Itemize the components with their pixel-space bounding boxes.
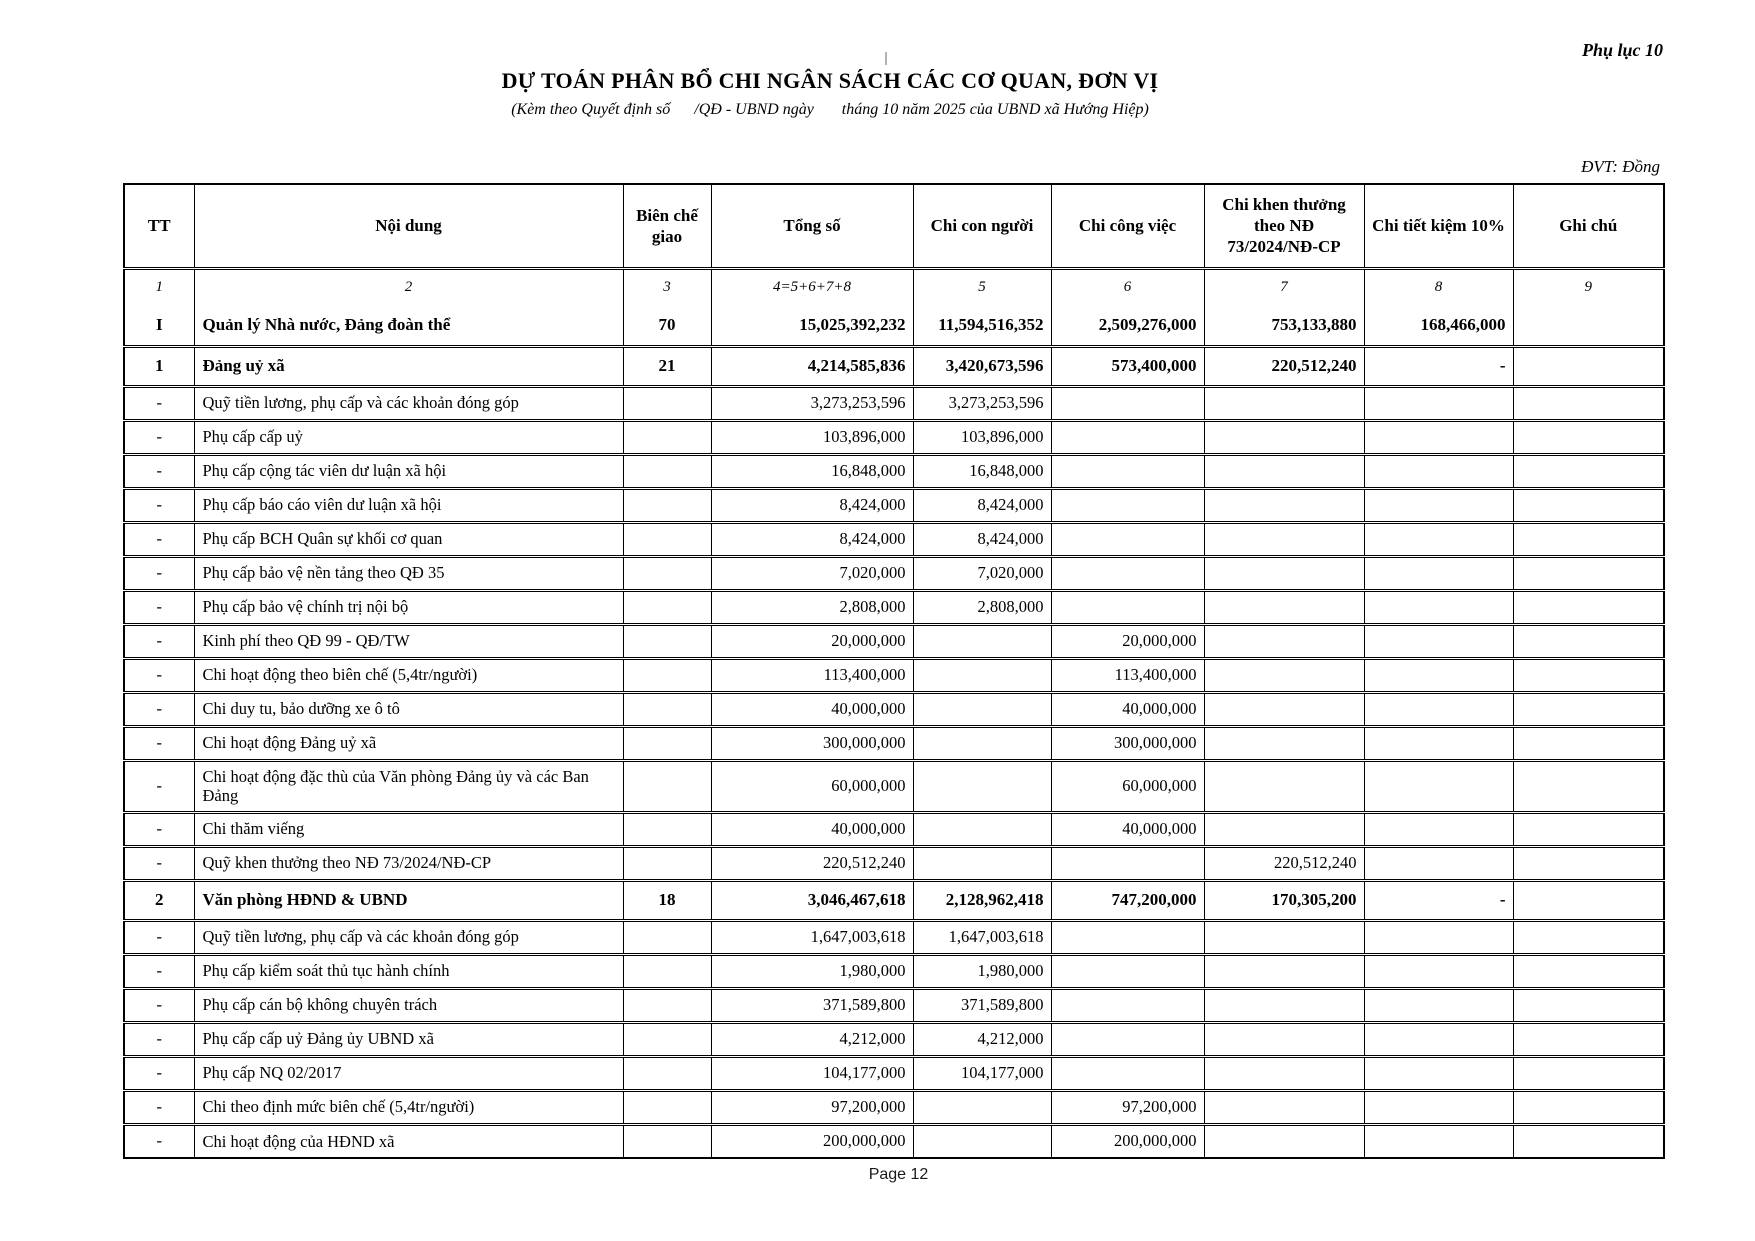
- cell-ghi-chu: [1513, 1090, 1664, 1124]
- cell-chi-khen-thuong: [1204, 420, 1364, 454]
- cell-chi-khen-thuong: [1204, 1124, 1364, 1158]
- cell-chi-cong-viec: [1051, 846, 1204, 880]
- cell-label: Phụ cấp BCH Quân sự khối cơ quan: [194, 522, 623, 556]
- cell-chi-khen-thuong: 220,512,240: [1204, 346, 1364, 386]
- page-subtitle: (Kèm theo Quyết định số /QĐ - UBND ngày tháng 10 năm 2025 của UBND xã Hướng Hiệp): [511, 101, 1149, 118]
- cell-chi-khen-thuong: [1204, 954, 1364, 988]
- cell-ghi-chu: [1513, 590, 1664, 624]
- cell-chi-cong-viec: 40,000,000: [1051, 692, 1204, 726]
- cell-chi-tiet-kiem: [1364, 522, 1513, 556]
- cell-tong-so: 371,589,800: [711, 988, 913, 1022]
- cell-chi-cong-viec: [1051, 386, 1204, 420]
- cell-chi-tiet-kiem: [1364, 988, 1513, 1022]
- cell-bien-che: [623, 658, 711, 692]
- cell-chi-khen-thuong: [1204, 1056, 1364, 1090]
- cell-chi-con-nguoi: 8,424,000: [913, 522, 1051, 556]
- cell-tt: -: [124, 988, 194, 1022]
- cell-bien-che: [623, 1056, 711, 1090]
- cell-tt: -: [124, 454, 194, 488]
- cell-chi-cong-viec: [1051, 488, 1204, 522]
- cell-tt: -: [124, 812, 194, 846]
- cell-tt: -: [124, 1090, 194, 1124]
- cell-chi-tiet-kiem: [1364, 420, 1513, 454]
- table-row: [124, 658, 1664, 692]
- cell-chi-con-nguoi: [913, 658, 1051, 692]
- cell-chi-cong-viec: [1051, 590, 1204, 624]
- cell-chi-tiet-kiem: [1364, 1056, 1513, 1090]
- table-row: [124, 988, 1664, 1022]
- cell-tt: -: [124, 386, 194, 420]
- column-header-chi-cong-viec: Chi công việc: [1051, 184, 1204, 268]
- cell-ghi-chu: [1513, 846, 1664, 880]
- cell-chi-cong-viec: [1051, 556, 1204, 590]
- cell-chi-con-nguoi: 2,128,962,418: [913, 880, 1051, 920]
- cell-label: Phụ cấp kiểm soát thủ tục hành chính: [194, 954, 623, 988]
- cell-chi-con-nguoi: 1,647,003,618: [913, 920, 1051, 954]
- cell-chi-con-nguoi: 8,424,000: [913, 488, 1051, 522]
- cell-label: Chi theo định mức biên chế (5,4tr/người): [194, 1090, 623, 1124]
- cell-bien-che: [623, 1124, 711, 1158]
- cell-chi-con-nguoi: [913, 760, 1051, 812]
- cell-tt: -: [124, 846, 194, 880]
- cell-tong-so: 113,400,000: [711, 658, 913, 692]
- cell-label: Phụ cấp cấp uỷ: [194, 420, 623, 454]
- cell-ghi-chu: [1513, 880, 1664, 920]
- cell-tt: 2: [124, 880, 194, 920]
- cell-bien-che: [623, 1090, 711, 1124]
- column-number: 6: [1051, 268, 1204, 306]
- cell-tong-so: 104,177,000: [711, 1056, 913, 1090]
- table-header-row: [124, 184, 1664, 268]
- cell-ghi-chu: [1513, 1056, 1664, 1090]
- cell-chi-cong-viec: 60,000,000: [1051, 760, 1204, 812]
- cell-bien-che: [623, 590, 711, 624]
- column-header-chi-con-nguoi: Chi con người: [913, 184, 1051, 268]
- cell-chi-con-nguoi: 103,896,000: [913, 420, 1051, 454]
- cell-chi-khen-thuong: [1204, 658, 1364, 692]
- cell-chi-khen-thuong: [1204, 1022, 1364, 1056]
- cell-chi-khen-thuong: [1204, 522, 1364, 556]
- cell-chi-tiet-kiem: [1364, 846, 1513, 880]
- cell-label: Kinh phí theo QĐ 99 - QĐ/TW: [194, 624, 623, 658]
- cell-chi-khen-thuong: [1204, 590, 1364, 624]
- cell-label: Phụ cấp bảo vệ nền tảng theo QĐ 35: [194, 556, 623, 590]
- cell-chi-cong-viec: [1051, 954, 1204, 988]
- cell-tt: -: [124, 420, 194, 454]
- cell-chi-tiet-kiem: [1364, 386, 1513, 420]
- cell-chi-con-nguoi: [913, 1124, 1051, 1158]
- cell-tong-so: 97,200,000: [711, 1090, 913, 1124]
- stray-mark: [885, 52, 887, 65]
- cell-ghi-chu: [1513, 760, 1664, 812]
- cell-tong-so: 60,000,000: [711, 760, 913, 812]
- cell-chi-tiet-kiem: [1364, 1124, 1513, 1158]
- table-row: [124, 454, 1664, 488]
- cell-label: Quản lý Nhà nước, Đảng đoàn thể: [194, 306, 623, 346]
- page-footer: Page 12: [868, 1166, 929, 1183]
- cell-label: Phụ cấp bảo vệ chính trị nội bộ: [194, 590, 623, 624]
- table-row: [124, 306, 1664, 346]
- cell-chi-tiet-kiem: [1364, 658, 1513, 692]
- cell-ghi-chu: [1513, 692, 1664, 726]
- column-number: 4=5+6+7+8: [711, 268, 913, 306]
- appendix-label: Phụ lục 10: [1581, 40, 1663, 60]
- cell-bien-che: 21: [623, 346, 711, 386]
- cell-bien-che: [623, 624, 711, 658]
- cell-bien-che: [623, 556, 711, 590]
- cell-chi-con-nguoi: 3,273,253,596: [913, 386, 1051, 420]
- cell-bien-che: [623, 726, 711, 760]
- cell-chi-con-nguoi: [913, 812, 1051, 846]
- cell-bien-che: [623, 522, 711, 556]
- cell-ghi-chu: [1513, 624, 1664, 658]
- cell-label: Phụ cấp NQ 02/2017: [194, 1056, 623, 1090]
- cell-chi-con-nguoi: [913, 1090, 1051, 1124]
- cell-tong-so: 1,980,000: [711, 954, 913, 988]
- cell-label: Phụ cấp cán bộ không chuyên trách: [194, 988, 623, 1022]
- cell-chi-con-nguoi: 2,808,000: [913, 590, 1051, 624]
- cell-tt: -: [124, 920, 194, 954]
- column-number: 8: [1364, 268, 1513, 306]
- budget-table: [123, 183, 1665, 1159]
- cell-chi-con-nguoi: 1,980,000: [913, 954, 1051, 988]
- cell-label: Chi hoạt động của HĐND xã: [194, 1124, 623, 1158]
- cell-tong-so: 4,214,585,836: [711, 346, 913, 386]
- cell-chi-khen-thuong: [1204, 1090, 1364, 1124]
- cell-chi-cong-viec: [1051, 1022, 1204, 1056]
- cell-chi-con-nguoi: [913, 692, 1051, 726]
- cell-chi-tiet-kiem: -: [1364, 346, 1513, 386]
- cell-label: Phụ cấp báo cáo viên dư luận xã hội: [194, 488, 623, 522]
- column-number: 5: [913, 268, 1051, 306]
- cell-bien-che: [623, 420, 711, 454]
- cell-chi-cong-viec: 573,400,000: [1051, 346, 1204, 386]
- table-row: [124, 386, 1664, 420]
- cell-tt: -: [124, 624, 194, 658]
- cell-ghi-chu: [1513, 658, 1664, 692]
- cell-label: Chi hoạt động đặc thù của Văn phòng Đảng ủy và các Ban Đảng: [194, 760, 623, 812]
- table-row: [124, 880, 1664, 920]
- cell-chi-khen-thuong: [1204, 760, 1364, 812]
- cell-tong-so: 200,000,000: [711, 1124, 913, 1158]
- cell-chi-khen-thuong: [1204, 454, 1364, 488]
- cell-chi-khen-thuong: [1204, 692, 1364, 726]
- cell-ghi-chu: [1513, 488, 1664, 522]
- cell-bien-che: [623, 1022, 711, 1056]
- cell-chi-tiet-kiem: [1364, 556, 1513, 590]
- cell-chi-khen-thuong: [1204, 386, 1364, 420]
- cell-bien-che: [623, 692, 711, 726]
- cell-chi-cong-viec: 747,200,000: [1051, 880, 1204, 920]
- cell-label: Văn phòng HĐND & UBND: [194, 880, 623, 920]
- cell-chi-khen-thuong: 220,512,240: [1204, 846, 1364, 880]
- column-header-ghi-chu: Ghi chú: [1513, 184, 1664, 268]
- cell-chi-con-nguoi: 104,177,000: [913, 1056, 1051, 1090]
- cell-label: Quỹ khen thưởng theo NĐ 73/2024/NĐ-CP: [194, 846, 623, 880]
- cell-tt: -: [124, 726, 194, 760]
- table-row: [124, 726, 1664, 760]
- cell-chi-cong-viec: 113,400,000: [1051, 658, 1204, 692]
- cell-label: Quỹ tiền lương, phụ cấp và các khoản đóng góp: [194, 386, 623, 420]
- cell-chi-khen-thuong: 170,305,200: [1204, 880, 1364, 920]
- cell-bien-che: [623, 454, 711, 488]
- cell-ghi-chu: [1513, 812, 1664, 846]
- budget-table-body: [124, 306, 1664, 1158]
- cell-chi-tiet-kiem: 168,466,000: [1364, 306, 1513, 346]
- cell-chi-cong-viec: 97,200,000: [1051, 1090, 1204, 1124]
- cell-chi-khen-thuong: [1204, 812, 1364, 846]
- column-header-chi-khen-thuong: Chi khen thưởng theo NĐ 73/2024/NĐ-CP: [1204, 184, 1364, 268]
- cell-chi-cong-viec: 300,000,000: [1051, 726, 1204, 760]
- cell-bien-che: [623, 988, 711, 1022]
- unit-label: ĐVT: Đồng: [1581, 157, 1660, 176]
- cell-tt: -: [124, 522, 194, 556]
- cell-chi-cong-viec: [1051, 920, 1204, 954]
- cell-ghi-chu: [1513, 954, 1664, 988]
- cell-tt: -: [124, 556, 194, 590]
- cell-tt: -: [124, 590, 194, 624]
- cell-chi-tiet-kiem: [1364, 692, 1513, 726]
- cell-chi-tiet-kiem: [1364, 1022, 1513, 1056]
- cell-chi-khen-thuong: [1204, 488, 1364, 522]
- cell-tong-so: 8,424,000: [711, 522, 913, 556]
- column-number: 2: [194, 268, 623, 306]
- cell-bien-che: [623, 812, 711, 846]
- cell-chi-cong-viec: 20,000,000: [1051, 624, 1204, 658]
- title-block: [0, 68, 1660, 119]
- page-title: DỰ TOÁN PHÂN BỔ CHI NGÂN SÁCH CÁC CƠ QUAN, ĐƠN VỊ: [501, 68, 1159, 93]
- cell-tong-so: 2,808,000: [711, 590, 913, 624]
- table-row: [124, 624, 1664, 658]
- cell-chi-con-nguoi: 4,212,000: [913, 1022, 1051, 1056]
- cell-bien-che: [623, 386, 711, 420]
- cell-chi-cong-viec: [1051, 454, 1204, 488]
- cell-chi-con-nguoi: [913, 846, 1051, 880]
- column-header-tt: TT: [124, 184, 194, 268]
- column-number: 3: [623, 268, 711, 306]
- column-number: 7: [1204, 268, 1364, 306]
- cell-ghi-chu: [1513, 726, 1664, 760]
- cell-tt: -: [124, 488, 194, 522]
- cell-label: Đảng uỷ xã: [194, 346, 623, 386]
- cell-bien-che: [623, 954, 711, 988]
- cell-tong-so: 40,000,000: [711, 812, 913, 846]
- cell-label: Quỹ tiền lương, phụ cấp và các khoản đóng góp: [194, 920, 623, 954]
- table-row: [124, 1022, 1664, 1056]
- cell-bien-che: [623, 846, 711, 880]
- cell-chi-khen-thuong: 753,133,880: [1204, 306, 1364, 346]
- cell-ghi-chu: [1513, 988, 1664, 1022]
- cell-chi-con-nguoi: 7,020,000: [913, 556, 1051, 590]
- cell-chi-khen-thuong: [1204, 556, 1364, 590]
- cell-ghi-chu: [1513, 386, 1664, 420]
- table-row: [124, 488, 1664, 522]
- cell-bien-che: [623, 920, 711, 954]
- cell-bien-che: [623, 760, 711, 812]
- table-row: [124, 954, 1664, 988]
- cell-tong-so: 7,020,000: [711, 556, 913, 590]
- cell-tong-so: 3,273,253,596: [711, 386, 913, 420]
- cell-chi-con-nguoi: 3,420,673,596: [913, 346, 1051, 386]
- cell-label: Chi hoạt động theo biên chế (5,4tr/người): [194, 658, 623, 692]
- cell-tong-so: 16,848,000: [711, 454, 913, 488]
- cell-tt: -: [124, 692, 194, 726]
- table-row: [124, 1090, 1664, 1124]
- table-row: [124, 846, 1664, 880]
- column-header-chi-tiet-kiem: Chi tiết kiệm 10%: [1364, 184, 1513, 268]
- cell-tong-so: 3,046,467,618: [711, 880, 913, 920]
- cell-label: Phụ cấp cấp uỷ Đảng ủy UBND xã: [194, 1022, 623, 1056]
- column-number: 9: [1513, 268, 1664, 306]
- cell-chi-tiet-kiem: [1364, 488, 1513, 522]
- cell-bien-che: 70: [623, 306, 711, 346]
- cell-chi-tiet-kiem: [1364, 726, 1513, 760]
- cell-chi-khen-thuong: [1204, 624, 1364, 658]
- cell-chi-tiet-kiem: -: [1364, 880, 1513, 920]
- cell-tt: 1: [124, 346, 194, 386]
- cell-chi-khen-thuong: [1204, 920, 1364, 954]
- cell-tt: -: [124, 1124, 194, 1158]
- cell-chi-tiet-kiem: [1364, 954, 1513, 988]
- cell-chi-con-nguoi: [913, 624, 1051, 658]
- table-row: [124, 1056, 1664, 1090]
- column-header-tong-so: Tổng số: [711, 184, 913, 268]
- cell-tong-so: 20,000,000: [711, 624, 913, 658]
- cell-ghi-chu: [1513, 346, 1664, 386]
- cell-tt: -: [124, 1022, 194, 1056]
- table-row: [124, 522, 1664, 556]
- table-row: [124, 692, 1664, 726]
- cell-tong-so: 1,647,003,618: [711, 920, 913, 954]
- cell-chi-tiet-kiem: [1364, 454, 1513, 488]
- cell-bien-che: [623, 488, 711, 522]
- cell-label: Phụ cấp cộng tác viên dư luận xã hội: [194, 454, 623, 488]
- cell-tong-so: 4,212,000: [711, 1022, 913, 1056]
- table-row: [124, 556, 1664, 590]
- table-row: [124, 420, 1664, 454]
- table-row: [124, 920, 1664, 954]
- cell-chi-cong-viec: [1051, 420, 1204, 454]
- cell-chi-khen-thuong: [1204, 988, 1364, 1022]
- column-number: 1: [124, 268, 194, 306]
- table-row: [124, 590, 1664, 624]
- cell-chi-con-nguoi: 16,848,000: [913, 454, 1051, 488]
- cell-ghi-chu: [1513, 306, 1664, 346]
- column-header-noi-dung: Nội dung: [194, 184, 623, 268]
- cell-chi-con-nguoi: 11,594,516,352: [913, 306, 1051, 346]
- cell-tt: I: [124, 306, 194, 346]
- cell-chi-cong-viec: 200,000,000: [1051, 1124, 1204, 1158]
- cell-ghi-chu: [1513, 556, 1664, 590]
- cell-chi-con-nguoi: 371,589,800: [913, 988, 1051, 1022]
- cell-ghi-chu: [1513, 1022, 1664, 1056]
- cell-chi-tiet-kiem: [1364, 812, 1513, 846]
- cell-ghi-chu: [1513, 920, 1664, 954]
- cell-tong-so: 220,512,240: [711, 846, 913, 880]
- cell-tong-so: 103,896,000: [711, 420, 913, 454]
- cell-chi-con-nguoi: [913, 726, 1051, 760]
- cell-label: Chi hoạt động Đảng uỷ xã: [194, 726, 623, 760]
- table-row: [124, 1124, 1664, 1158]
- table-row: [124, 346, 1664, 386]
- cell-label: Chi thăm viếng: [194, 812, 623, 846]
- cell-chi-tiet-kiem: [1364, 760, 1513, 812]
- cell-tong-so: 40,000,000: [711, 692, 913, 726]
- cell-tt: -: [124, 658, 194, 692]
- cell-chi-cong-viec: [1051, 1056, 1204, 1090]
- cell-tong-so: 300,000,000: [711, 726, 913, 760]
- cell-ghi-chu: [1513, 454, 1664, 488]
- cell-chi-tiet-kiem: [1364, 920, 1513, 954]
- cell-ghi-chu: [1513, 522, 1664, 556]
- cell-chi-tiet-kiem: [1364, 624, 1513, 658]
- cell-chi-cong-viec: [1051, 522, 1204, 556]
- cell-ghi-chu: [1513, 420, 1664, 454]
- cell-chi-cong-viec: [1051, 988, 1204, 1022]
- cell-ghi-chu: [1513, 1124, 1664, 1158]
- cell-chi-cong-viec: 2,509,276,000: [1051, 306, 1204, 346]
- column-number-row: [124, 268, 1664, 306]
- table-row: [124, 760, 1664, 812]
- cell-label: Chi duy tu, bảo dưỡng xe ô tô: [194, 692, 623, 726]
- cell-tt: -: [124, 760, 194, 812]
- column-header-bien-che-giao: Biên chế giao: [623, 184, 711, 268]
- cell-tt: -: [124, 954, 194, 988]
- cell-tong-so: 15,025,392,232: [711, 306, 913, 346]
- cell-chi-cong-viec: 40,000,000: [1051, 812, 1204, 846]
- cell-bien-che: 18: [623, 880, 711, 920]
- cell-chi-tiet-kiem: [1364, 1090, 1513, 1124]
- cell-chi-khen-thuong: [1204, 726, 1364, 760]
- cell-chi-tiet-kiem: [1364, 590, 1513, 624]
- table-row: [124, 812, 1664, 846]
- cell-tt: -: [124, 1056, 194, 1090]
- cell-tong-so: 8,424,000: [711, 488, 913, 522]
